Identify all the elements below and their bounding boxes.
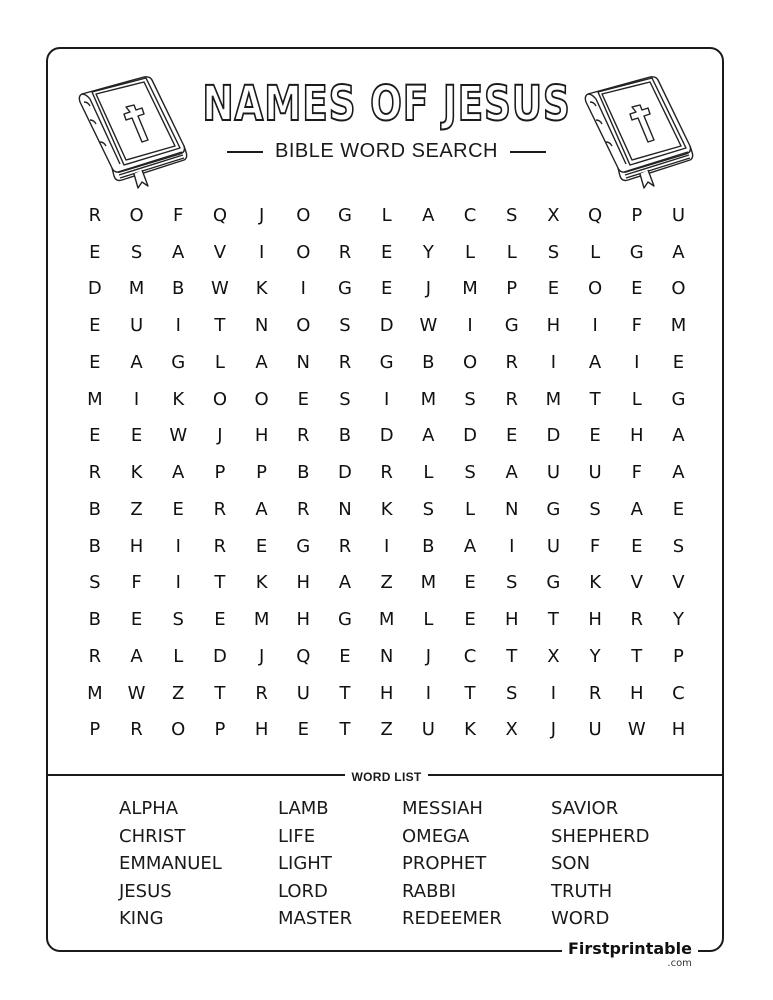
grid-cell[interactable]: P [89,719,101,741]
grid-cell[interactable]: B [88,498,102,520]
grid-cell[interactable]: G [379,351,394,373]
grid-cell[interactable]: P [214,462,226,484]
grid-cell[interactable]: T [631,645,643,667]
grid-cell[interactable]: O [296,241,311,263]
grid-cell[interactable]: Z [380,719,393,741]
grid-cell[interactable]: A [672,462,685,484]
word-list-item: MASTER [278,908,353,929]
grid-cell[interactable]: U [546,535,560,557]
grid-cell[interactable]: E [506,425,518,447]
word-list-item: LIFE [278,825,316,847]
grid-cell[interactable]: G [171,351,186,373]
page-title: NAMES OF JESUS [202,76,571,132]
grid-cell[interactable]: I [592,315,598,337]
grid-cell[interactable]: L [465,498,476,520]
grid-cell[interactable]: K [589,572,601,594]
grid-cell[interactable]: I [175,315,181,337]
grid-cell[interactable]: O [254,388,269,410]
grid-cell[interactable]: A [338,572,352,594]
bible-icon [582,72,697,190]
grid-cell[interactable]: I [384,388,390,410]
grid-cell[interactable]: L [214,351,225,373]
grid-cell[interactable]: A [422,425,435,447]
grid-cell[interactable]: N [254,315,269,337]
word-list-item: WORD [551,908,610,929]
grid-cell[interactable]: C [672,682,685,704]
grid-cell[interactable]: E [255,535,268,557]
word-list-item: TRUTH [551,880,613,902]
grid-cell[interactable]: G [629,241,644,263]
grid-cell[interactable]: B [422,535,435,557]
grid-cell[interactable]: F [173,204,184,226]
grid-cell[interactable]: A [172,241,185,263]
grid-cell[interactable]: I [467,315,473,337]
grid-cell[interactable]: O [171,719,186,741]
grid-cell[interactable]: R [380,462,393,484]
grid-cell[interactable]: W [127,682,146,704]
grid-cell[interactable]: Y [672,609,684,631]
grid-cell[interactable]: R [338,351,352,373]
grid-cell[interactable]: R [338,241,352,263]
grid-cell[interactable]: D [463,425,477,447]
grid-cell[interactable]: R [505,388,518,410]
word-list-item: SON [551,853,591,874]
grid-cell[interactable]: M [253,609,270,631]
grid-cell[interactable]: D [379,425,394,447]
grid-cell[interactable]: H [504,609,519,631]
grid-cell[interactable]: R [505,351,518,373]
brand-logo [562,940,698,970]
grid-cell[interactable]: E [672,351,685,373]
grid-cell[interactable]: Q [296,645,311,667]
word-list-item: MESSIAH [402,798,483,819]
grid-cell[interactable]: P [673,645,684,667]
grid-cell[interactable]: F [631,462,642,484]
grid-cell[interactable]: M [420,388,437,410]
grid-cell[interactable]: I [300,278,306,300]
grid-cell[interactable]: I [133,388,140,410]
word-list-item: LIGHT [278,853,332,874]
word-list-item: JESUS [119,880,172,902]
grid-cell[interactable]: T [339,719,351,741]
grid-cell[interactable]: U [546,462,560,484]
grid-cell[interactable]: S [89,572,101,594]
grid-cell[interactable]: T [547,609,559,631]
grid-cell[interactable]: H [588,609,602,631]
grid-cell[interactable]: G [504,315,519,337]
grid-cell[interactable]: A [672,241,685,263]
grid-cell[interactable]: A [255,351,268,373]
grid-cell[interactable]: R [213,498,227,520]
grid-cell[interactable]: E [589,425,601,447]
grid-cell[interactable]: U [296,682,310,704]
grid-cell[interactable]: S [339,388,351,410]
grid-cell[interactable]: T [214,572,226,594]
grid-cell[interactable]: S [339,315,351,337]
grid-cell[interactable]: U [588,462,602,484]
grid-cell[interactable]: L [423,609,434,631]
grid-cell[interactable]: Y [589,645,601,667]
grid-cell[interactable]: G [296,535,311,557]
grid-cell[interactable]: E [172,498,184,520]
grid-cell[interactable]: R [588,682,602,704]
grid-cell[interactable]: B [172,278,185,300]
grid-cell[interactable]: H [296,572,311,594]
brand-tld: .com [667,958,692,969]
grid-cell[interactable]: V [672,572,685,594]
grid-cell[interactable]: J [258,645,265,667]
grid-cell[interactable]: R [630,609,644,631]
grid-cell[interactable]: G [337,204,352,226]
grid-cell[interactable]: R [213,535,227,557]
grid-cell[interactable]: E [672,498,685,520]
grid-cell[interactable]: H [630,682,644,704]
grid-cell[interactable]: E [89,315,101,337]
grid-cell[interactable]: E [339,645,351,667]
grid-cell[interactable]: H [254,425,269,447]
grid-cell[interactable]: X [505,719,518,741]
grid-cell[interactable]: E [214,609,226,631]
grid-cell[interactable]: A [588,351,602,373]
grid-cell[interactable]: O [588,278,603,300]
grid-cell[interactable]: T [464,682,476,704]
word-list-item: OMEGA [402,825,470,847]
grid-cell[interactable]: H [671,719,686,741]
grid-cell[interactable]: R [88,645,102,667]
grid-cell[interactable]: M [420,572,437,594]
grid-cell[interactable]: E [380,241,393,263]
grid-cell[interactable]: W [627,719,646,741]
letter-grid [74,197,700,748]
divider [227,151,263,153]
grid-cell[interactable]: B [338,425,352,447]
grid-cell[interactable]: S [547,241,560,263]
grid-cell[interactable]: G [337,278,352,300]
grid-cell[interactable]: E [130,425,143,447]
grid-cell[interactable]: N [338,498,352,520]
word-list-item: PROPHET [402,853,487,874]
grid-cell[interactable]: B [422,351,435,373]
grid-cell[interactable]: I [634,351,640,373]
grid-cell[interactable]: A [422,204,435,226]
grid-cell[interactable]: L [423,462,434,484]
grid-cell[interactable]: S [506,572,518,594]
grid-cell[interactable]: E [631,535,643,557]
grid-cell[interactable]: V [630,572,643,594]
grid-cell[interactable]: O [462,351,478,373]
word-list-item: EMMANUEL [119,853,222,874]
word-list-item: SHEPHERD [551,825,650,847]
word-list-item: SAVIOR [551,798,619,819]
grid-cell[interactable]: J [550,719,557,741]
grid-cell[interactable]: F [131,572,142,594]
word-list-item: ALPHA [119,798,179,819]
word-list-item: LAMB [278,798,329,819]
grid-cell[interactable]: K [255,572,268,594]
grid-cell[interactable]: G [337,609,352,631]
grid-cell[interactable]: M [462,278,478,300]
grid-cell[interactable]: L [506,241,517,263]
grid-cell[interactable]: P [631,204,643,226]
grid-cell[interactable]: I [384,535,390,557]
grid-cell[interactable]: K [380,498,393,520]
grid-cell[interactable]: L [590,241,601,263]
grid-cell[interactable]: M [545,388,562,410]
grid-cell[interactable]: I [175,572,181,594]
grid-cell[interactable]: E [89,241,101,263]
grid-cell[interactable]: Z [380,572,393,594]
grid-cell[interactable]: E [89,351,101,373]
grid-cell[interactable]: I [509,535,515,557]
grid-cell[interactable]: A [463,535,477,557]
grid-cell[interactable]: S [672,535,685,557]
grid-cell[interactable]: T [214,315,226,337]
grid-cell[interactable]: S [506,682,518,704]
grid-cell[interactable]: A [172,462,185,484]
grid-cell[interactable]: I [425,682,431,704]
grid-cell[interactable]: F [631,315,642,337]
grid-cell[interactable]: T [589,388,601,410]
word-list-label: WORD LIST [345,770,427,784]
grid-cell[interactable]: H [630,425,644,447]
grid-cell[interactable]: X [547,204,560,226]
grid-cell[interactable]: G [671,388,686,410]
grid-cell[interactable]: R [255,682,268,704]
grid-cell[interactable]: M [128,278,145,300]
grid-cell[interactable]: I [550,682,557,704]
grid-cell[interactable]: N [296,351,311,373]
grid-cell[interactable]: H [379,682,394,704]
grid-cell[interactable]: S [464,388,476,410]
grid-cell[interactable]: I [175,535,181,557]
grid-cell[interactable]: M [87,388,103,410]
grid-cell[interactable]: U [671,204,686,226]
grid-cell[interactable]: I [258,241,265,263]
grid-cell[interactable]: C [463,204,477,226]
grid-cell[interactable]: H [254,719,269,741]
grid-cell[interactable]: B [88,609,102,631]
grid-cell[interactable]: T [214,682,226,704]
grid-cell[interactable]: E [380,278,393,300]
grid-cell[interactable]: L [465,241,476,263]
grid-cell[interactable]: O [296,204,311,226]
brand-name: Firstprintable [568,939,692,958]
grid-cell[interactable]: S [172,609,184,631]
grid-cell[interactable]: L [381,204,392,226]
grid-cell[interactable]: K [464,719,476,741]
grid-cell[interactable]: X [547,645,560,667]
grid-cell[interactable]: D [379,315,394,337]
grid-cell[interactable]: P [214,719,226,741]
grid-cell[interactable]: D [338,462,352,484]
word-list-item: KING [119,908,164,929]
word-list-divider [46,774,724,776]
grid-cell[interactable]: K [255,278,268,300]
page-subtitle: BIBLE WORD SEARCH [275,140,498,162]
grid-cell[interactable]: A [630,498,643,520]
grid-cell[interactable]: Z [172,682,185,704]
grid-cell[interactable]: R [297,498,310,520]
grid-cell[interactable]: E [89,425,101,447]
grid-cell[interactable]: L [173,645,184,667]
grid-cell[interactable]: M [87,682,103,704]
grid-cell[interactable]: E [464,572,476,594]
grid-cell[interactable]: G [546,572,561,594]
grid-cell[interactable]: E [631,278,643,300]
word-list-item: REDEEMER [402,908,502,929]
grid-cell[interactable]: J [217,425,223,447]
grid-cell[interactable]: K [130,462,143,484]
grid-cell[interactable]: V [213,241,227,263]
grid-cell[interactable]: S [589,498,601,520]
grid-cell[interactable]: S [506,204,518,226]
grid-cell[interactable]: W [419,315,438,337]
word-list [119,798,681,936]
grid-cell[interactable]: U [129,315,144,337]
grid-cell[interactable]: Z [130,498,143,520]
word-list-item: LORD [278,880,328,902]
grid-cell[interactable]: O [129,204,144,226]
grid-cell[interactable]: R [338,535,352,557]
grid-cell[interactable]: I [550,351,557,373]
grid-cell[interactable]: B [88,535,102,557]
grid-cell[interactable]: O [671,278,686,300]
grid-cell[interactable]: J [425,278,431,300]
grid-cell[interactable]: S [464,462,476,484]
grid-cell[interactable]: E [297,388,309,410]
grid-cell[interactable]: H [296,609,311,631]
grid-cell[interactable]: E [130,609,143,631]
grid-cell[interactable]: O [212,388,227,410]
grid-cell[interactable]: G [546,498,561,520]
grid-cell[interactable]: S [422,498,435,520]
grid-cell[interactable]: H [546,315,561,337]
grid-cell[interactable]: E [297,719,309,741]
grid-cell[interactable]: W [211,278,229,300]
grid-cell[interactable]: U [421,719,435,741]
grid-cell[interactable]: T [339,682,351,704]
grid-cell[interactable]: O [296,315,311,337]
grid-cell[interactable]: F [589,535,601,557]
word-list-item: CHRIST [119,825,186,847]
grid-cell[interactable]: W [169,425,188,447]
grid-cell[interactable]: N [379,645,394,667]
grid-cell[interactable]: Y [422,241,434,263]
divider [510,151,546,153]
grid-cell[interactable]: R [88,462,102,484]
grid-cell[interactable]: P [256,462,268,484]
grid-cell[interactable]: J [258,204,265,226]
grid-cell[interactable]: E [464,609,476,631]
grid-cell[interactable]: K [172,388,185,410]
grid-cell[interactable]: Q [212,204,227,226]
grid-cell[interactable]: R [297,425,310,447]
grid-cell[interactable]: E [547,278,560,300]
grid-cell[interactable]: A [255,498,268,520]
grid-cell[interactable]: M [378,609,395,631]
grid-cell[interactable]: D [212,645,227,667]
grid-cell[interactable]: R [88,204,102,226]
grid-cell[interactable]: R [130,719,143,741]
grid-cell[interactable]: J [425,645,431,667]
grid-cell[interactable]: D [546,425,561,447]
grid-cell[interactable]: T [506,645,518,667]
grid-cell[interactable]: A [130,645,143,667]
grid-cell[interactable]: H [129,535,144,557]
grid-cell[interactable]: B [297,462,310,484]
grid-cell[interactable]: M [670,315,687,337]
grid-cell[interactable]: N [504,498,519,520]
grid-cell[interactable]: S [130,241,143,263]
word-list-item: RABBI [402,880,457,902]
grid-cell[interactable]: U [588,719,602,741]
grid-cell[interactable]: L [631,388,642,410]
grid-cell[interactable]: A [505,462,518,484]
grid-cell[interactable]: A [130,351,143,373]
grid-cell[interactable]: Q [588,204,603,226]
grid-cell[interactable]: P [506,278,518,300]
grid-cell[interactable]: C [463,645,477,667]
grid-cell[interactable]: A [672,425,685,447]
grid-cell[interactable]: D [87,278,102,300]
